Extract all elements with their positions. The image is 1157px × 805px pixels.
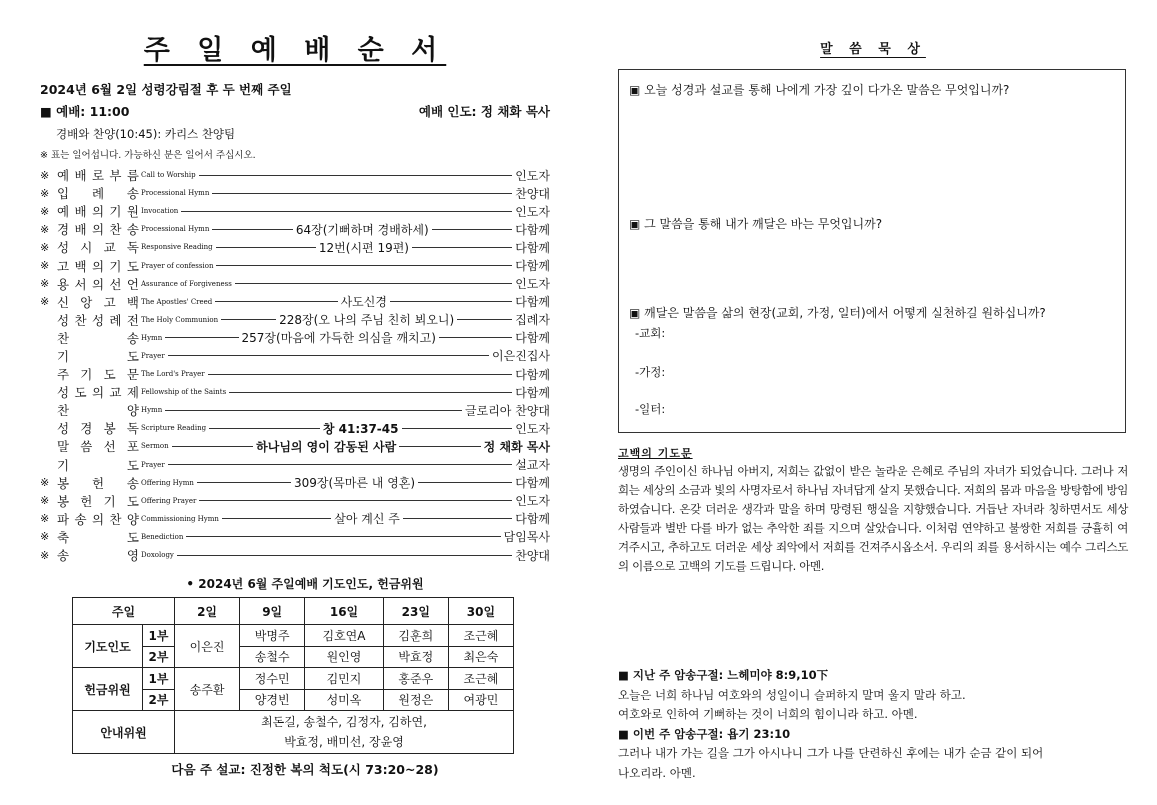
- name-char: 성: [91, 312, 105, 328]
- order-row: [40, 528, 550, 546]
- table-row: [73, 598, 514, 625]
- order-row: [40, 510, 550, 528]
- name-char: 예: [57, 204, 70, 220]
- name-char: 의: [91, 222, 105, 238]
- order-item-name: [57, 347, 139, 365]
- standing-mark: ※: [40, 204, 50, 218]
- table-cell: 1부: [143, 668, 175, 690]
- leader-line: [177, 555, 512, 556]
- table-cell: 여광민: [448, 689, 513, 711]
- name-char: 입: [57, 186, 70, 202]
- guide-line: 최돈길, 송철수, 김정자, 김하연,: [261, 715, 427, 730]
- standing-mark: ※: [40, 530, 50, 544]
- table-cell: 김민지: [305, 668, 384, 690]
- order-item-name: [57, 293, 139, 311]
- table-cell: 1부: [143, 625, 175, 647]
- confession-text: 생명의 주인이신 하나님 아버지, 저희는 값없이 받은 놀라운 은혜로 주님의 자녀가 되었습니다. 그러나 저희는 세상의 소금과 빛의 사명자로서 하나님 자녀답게 살지 못했습니다. 저희의 몸과 마음을 방탕함에 방임하였습니다. 온갖 더러운 생각과 말을 하며 망령된 행실을 지향했습니다. 거듭난 자녀라 칭하면서도 세상 사람들과 별반 다를 바가 없는 추악한 죄를 지으며 살았습니다. 이처럼 연약하고 불쌍한 저희를 긍휼히 여겨주시고, 추하고도 더러운 세상 죄악에서 저희를 건져주시옵소서. 우리의 죄를 용서하시는 예수 그리스도의 이름으로 고백의 기도를 드립니다. 아멘.: [618, 464, 1128, 573]
- order-item-name: [57, 202, 139, 220]
- order-item-content: 창 41:37-45: [322, 421, 399, 436]
- last-week-verse-line: 오늘은 너희 하나님 여호와의 성일이니 슬퍼하지 말며 울지 말라 하고.: [618, 687, 966, 702]
- order-item-english: Hymn: [141, 406, 163, 415]
- name-char: 부: [109, 168, 122, 184]
- order-row: [40, 293, 550, 311]
- table-cell: 이은진: [175, 625, 240, 668]
- name-char: 봉: [57, 493, 70, 509]
- order-row: [40, 437, 550, 455]
- name-char: 의: [91, 204, 105, 220]
- name-char: 문: [126, 367, 139, 383]
- home-field: -가정:: [635, 365, 666, 379]
- name-char: 봉: [57, 475, 70, 491]
- name-char: 파: [57, 511, 70, 527]
- name-char: 말: [57, 439, 70, 455]
- order-item-leader: 담임목사: [503, 530, 550, 545]
- order-row: [40, 474, 550, 492]
- name-char: 의: [91, 258, 105, 274]
- table-header: 9일: [240, 598, 305, 625]
- table-cell: 김훈희: [383, 625, 448, 647]
- table-cell: 조근혜: [448, 668, 513, 690]
- order-list: [40, 166, 550, 564]
- memory-verses: [618, 666, 1138, 783]
- name-char: 성: [57, 312, 70, 328]
- name-char: 배: [74, 204, 87, 220]
- guide-cell: [175, 711, 514, 754]
- question-1: ▣ 오늘 성경과 설교를 통해 나에게 가장 깊이 다가온 말씀은 무엇입니까?: [629, 83, 1010, 97]
- order-item-content: 12번(시편 19편): [318, 240, 409, 255]
- name-char: 송: [126, 222, 139, 238]
- standing-note: ※ 표는 일어섭니다. 가능하신 분은 일어서 주십시오.: [40, 150, 256, 161]
- work-field: -일터:: [635, 402, 666, 416]
- leader-line: [432, 229, 513, 230]
- order-item-leader: 인도자: [515, 421, 550, 436]
- service-info: [40, 102, 550, 120]
- standing-mark: ※: [40, 240, 50, 254]
- name-char: 양: [126, 403, 139, 419]
- order-item-name: [57, 257, 139, 275]
- order-item-leader: 정 채화 목사: [483, 439, 550, 454]
- order-item-english: Commissioning Hymn: [141, 514, 219, 523]
- leader-line: [197, 482, 291, 483]
- order-item-leader: 다함께: [515, 295, 551, 310]
- order-item-leader: 인도자: [515, 494, 550, 509]
- order-item-name: [57, 220, 139, 238]
- name-char: 송: [74, 511, 87, 527]
- order-row: [40, 401, 550, 419]
- order-row: [40, 238, 550, 256]
- leader-line: [235, 283, 512, 284]
- standing-mark: ※: [40, 512, 50, 526]
- order-item-leader: 다함께: [515, 331, 551, 346]
- name-char: 기: [109, 204, 122, 220]
- name-char: 도: [74, 385, 87, 401]
- order-item-english: Benediction: [141, 532, 184, 541]
- order-item-content: 하나님의 영이 감동된 사람: [256, 439, 397, 454]
- service-leader: 예배 인도: 정 채화 목사: [418, 104, 550, 119]
- last-week-heading: ■ 지난 주 암송구절: 느헤미야 8:9,10下: [618, 668, 829, 682]
- name-char: 찬: [57, 330, 70, 346]
- order-row: [40, 492, 550, 510]
- name-char: 백: [74, 258, 87, 274]
- name-char: 선: [109, 276, 122, 292]
- leader-line: [199, 175, 513, 176]
- name-char: 성: [57, 385, 70, 401]
- order-item-english: Assurance of Forgiveness: [141, 279, 232, 288]
- order-item-name: [57, 184, 139, 202]
- leader-line: [212, 229, 293, 230]
- leader-line: [199, 500, 512, 501]
- name-char: 기: [109, 258, 122, 274]
- leader-line: [216, 247, 316, 248]
- order-item-name: [57, 528, 139, 546]
- standing-mark: ※: [40, 259, 50, 273]
- standing-mark: ※: [40, 222, 50, 236]
- order-item-leader: 다함께: [515, 385, 550, 400]
- order-item-name: [57, 419, 139, 437]
- leader-line: [165, 410, 462, 411]
- name-char: 씀: [80, 439, 93, 455]
- order-item-english: Invocation: [141, 207, 179, 216]
- date-line: 2024년 6월 2일 성령강림절 후 두 번째 주일: [40, 82, 292, 97]
- order-item-english: Processional Hymn: [141, 225, 210, 234]
- order-item-leader: 설교자: [515, 458, 550, 473]
- name-char: 찬: [109, 222, 122, 238]
- order-row: [40, 347, 550, 365]
- order-item-leader: 다함께: [515, 240, 551, 255]
- meditation-page: [618, 28, 1128, 576]
- leader-line: [221, 319, 276, 320]
- order-item-leader: 집례자: [515, 313, 550, 328]
- meditation-box: [618, 69, 1126, 433]
- order-item-name: [57, 546, 139, 564]
- order-item-english: The Apostles' Creed: [141, 297, 213, 306]
- name-char: 름: [126, 168, 139, 184]
- table-cell: 김호연A: [305, 625, 384, 647]
- order-of-worship-page: [40, 28, 550, 778]
- order-item-content: 309장(목마른 내 영혼): [294, 476, 416, 491]
- name-char: 봉: [103, 421, 116, 437]
- order-item-leader: 이은진집사: [492, 349, 550, 364]
- table-cell: 박명주: [240, 625, 305, 647]
- order-item-leader: 다함께: [515, 512, 551, 527]
- table-header: 2일: [175, 598, 240, 625]
- name-char: 도: [126, 258, 139, 274]
- name-char: 고: [103, 294, 116, 310]
- name-char: 선: [103, 439, 116, 455]
- standing-mark: ※: [40, 168, 50, 182]
- name-char: 의: [91, 511, 105, 527]
- table-cell: 박효정: [383, 646, 448, 668]
- name-char: 경: [80, 421, 93, 437]
- leader-line: [402, 428, 513, 429]
- name-char: 례: [91, 186, 105, 202]
- leader-line: [412, 247, 512, 248]
- name-char: 축: [57, 529, 70, 545]
- table-cell: 안내위원: [73, 711, 175, 754]
- name-char: 시: [80, 240, 93, 256]
- name-char: 독: [126, 421, 139, 437]
- table-cell: 성미옥: [305, 689, 384, 711]
- table-cell: 기도인도: [73, 625, 143, 668]
- page-title: 주 일 예 배 순 서: [143, 35, 447, 66]
- standing-mark: ※: [40, 186, 50, 200]
- praise-line: 경배와 찬양(10:45): 카리스 찬양팀: [56, 127, 236, 141]
- table-header: 16일: [305, 598, 384, 625]
- name-char: 용: [57, 276, 70, 292]
- name-char: 헌: [91, 475, 105, 491]
- this-week-verse-line: 나오리라. 아멘.: [618, 765, 696, 780]
- order-item-name: [57, 437, 139, 455]
- name-char: 기: [103, 493, 116, 509]
- name-char: 송: [126, 186, 139, 202]
- order-item-leader: 인도자: [515, 168, 550, 183]
- next-sermon: 다음 주 설교: 진정한 복의 척도(시 73:20~28): [171, 762, 439, 778]
- order-item-content: 사도신경: [340, 295, 387, 310]
- order-item-name: [57, 456, 139, 474]
- question-2: ▣ 그 말씀을 통해 내가 깨달은 바는 무엇입니까?: [629, 217, 883, 231]
- name-char: 의: [91, 276, 105, 292]
- order-item-leader: 찬양대: [515, 186, 550, 201]
- order-item-name: [57, 329, 139, 347]
- order-item-english: The Lord's Prayer: [141, 370, 205, 379]
- name-char: 제: [126, 385, 139, 401]
- order-item-english: Responsive Reading: [141, 243, 213, 252]
- order-item-content: 257장(마음에 가득한 의심을 깨치고): [241, 331, 436, 346]
- name-char: 교: [103, 240, 116, 256]
- order-item-name: [57, 510, 139, 528]
- name-char: 송: [57, 548, 70, 564]
- this-week-heading: ■ 이번 주 암송구절: 욥기 23:10: [618, 726, 791, 741]
- church-field: -교회:: [635, 326, 666, 340]
- name-char: 헌: [80, 493, 93, 509]
- table-cell: 송철수: [240, 646, 305, 668]
- order-row: [40, 383, 550, 401]
- name-char: 배: [74, 222, 87, 238]
- leader-line: [457, 319, 512, 320]
- table-header: 30일: [448, 598, 513, 625]
- order-item-english: Prayer of confession: [141, 261, 214, 270]
- question-3: ▣ 깨달은 말씀을 삶의 현장(교회, 가정, 일터)에서 어떻게 실천하길 원하십니까?: [629, 306, 1046, 320]
- order-item-english: Call to Worship: [141, 171, 196, 180]
- order-item-name: [57, 311, 139, 329]
- table-row: [73, 625, 514, 647]
- leader-line: [172, 446, 253, 447]
- name-char: 찬: [109, 511, 122, 527]
- service-time: ■ 예배: 11:00: [40, 104, 130, 119]
- order-item-english: Prayer: [141, 460, 165, 469]
- order-item-english: The Holy Communion: [141, 315, 219, 324]
- order-item-name: [57, 492, 139, 510]
- name-char: 양: [126, 511, 139, 527]
- name-char: 례: [109, 312, 122, 328]
- name-char: 예: [57, 168, 70, 184]
- standing-mark: ※: [40, 494, 50, 508]
- order-item-name: [57, 401, 139, 419]
- name-char: 기: [57, 348, 70, 364]
- order-row: [40, 546, 550, 564]
- leader-line: [229, 392, 512, 393]
- name-char: 포: [126, 439, 139, 455]
- name-char: 도: [126, 348, 139, 364]
- name-char: 신: [57, 294, 70, 310]
- order-row: [40, 311, 550, 329]
- name-char: 전: [126, 312, 139, 328]
- order-item-content: 64장(기뻐하며 경배하세): [295, 222, 429, 237]
- leader-line: [209, 428, 320, 429]
- leader-line: [181, 211, 512, 212]
- order-item-leader: 인도자: [515, 277, 550, 292]
- standing-mark: ※: [40, 476, 50, 490]
- table-row: [73, 711, 514, 754]
- order-row: [40, 220, 550, 238]
- leader-line: [390, 301, 512, 302]
- order-item-leader: 다함께: [515, 222, 551, 237]
- order-item-name: [57, 238, 139, 256]
- table-row: [73, 668, 514, 690]
- order-item-content: 살아 계신 주: [334, 512, 400, 527]
- last-week-verse-line: 여호와로 인하여 기뻐하는 것이 너희의 힘이니라 하고. 아멘.: [618, 707, 918, 721]
- order-item-leader: 찬양대: [515, 548, 550, 563]
- name-char: 송: [126, 330, 139, 346]
- table-header: 주일: [73, 598, 175, 625]
- name-char: 도: [126, 529, 139, 545]
- order-item-english: Prayer: [141, 351, 165, 360]
- leader-line: [222, 518, 331, 519]
- name-char: 교: [109, 385, 122, 401]
- order-row: [40, 184, 550, 202]
- table-cell: 송주환: [175, 668, 240, 711]
- order-item-content: 228장(오 나의 주님 친히 뵈오니): [279, 313, 455, 328]
- name-char: 송: [126, 475, 139, 491]
- leader-line: [216, 265, 512, 266]
- order-item-leader: 다함께: [515, 476, 550, 491]
- roster-title: • 2024년 6월 주일예배 기도인도, 헌금위원: [186, 577, 424, 592]
- leader-line: [168, 464, 513, 465]
- standing-mark: ※: [40, 277, 50, 291]
- order-row: [40, 202, 550, 220]
- order-item-leader: 인도자: [515, 204, 550, 219]
- name-char: 영: [126, 548, 139, 564]
- order-item-english: Fellowship of the Saints: [141, 388, 227, 397]
- order-item-name: [57, 275, 139, 293]
- name-char: 기: [80, 367, 93, 383]
- name-char: 도: [126, 457, 139, 473]
- order-row: [40, 456, 550, 474]
- standing-mark: ※: [40, 295, 50, 309]
- table-cell: 양경빈: [240, 689, 305, 711]
- order-item-name: [57, 474, 139, 492]
- order-item-leader: 다함께: [515, 367, 550, 382]
- order-item-english: Scripture Reading: [141, 424, 207, 433]
- order-item-english: Offering Hymn: [141, 478, 194, 487]
- name-char: 의: [91, 385, 105, 401]
- order-item-english: Offering Prayer: [141, 496, 197, 505]
- order-item-leader: 글로리아 찬양대: [465, 403, 550, 418]
- leader-line: [418, 482, 512, 483]
- order-row: [40, 419, 550, 437]
- leader-line: [165, 337, 238, 338]
- table-cell: 홍준우: [383, 668, 448, 690]
- order-item-english: Doxology: [141, 551, 174, 560]
- order-item-name: [57, 166, 139, 184]
- name-char: 성: [57, 240, 70, 256]
- leader-line: [399, 446, 480, 447]
- meditation-title: 말 씀 묵 상: [820, 42, 926, 57]
- order-item-name: [57, 365, 139, 383]
- name-char: 독: [126, 240, 139, 256]
- name-char: 도: [103, 367, 116, 383]
- table-cell: 2부: [143, 689, 175, 711]
- order-row: [40, 365, 550, 383]
- order-row: [40, 329, 550, 347]
- name-char: 백: [126, 294, 139, 310]
- table-cell: 원정은: [383, 689, 448, 711]
- confession-title: 고백의 기도문: [618, 447, 693, 460]
- order-item-english: Hymn: [141, 333, 163, 342]
- order-row: [40, 166, 550, 184]
- order-item-english: Sermon: [141, 442, 169, 451]
- standing-mark: ※: [40, 548, 50, 562]
- leader-line: [439, 337, 512, 338]
- name-char: 성: [57, 421, 70, 437]
- leader-line: [168, 355, 489, 356]
- name-char: 기: [57, 457, 70, 473]
- roster-table: [72, 597, 514, 754]
- leader-line: [215, 301, 337, 302]
- order-item-english: Processional Hymn: [141, 189, 210, 198]
- table-cell: 조근혜: [448, 625, 513, 647]
- leader-line: [212, 193, 512, 194]
- name-char: 언: [126, 276, 139, 292]
- table-cell: 최은숙: [448, 646, 513, 668]
- name-char: 주: [57, 367, 70, 383]
- this-week-verse-line: 그러나 내가 가는 길을 그가 아시나니 그가 나를 단련하신 후에는 내가 순금 같이 되어: [618, 746, 1044, 760]
- name-char: 도: [126, 493, 139, 509]
- table-cell: 원인영: [305, 646, 384, 668]
- leader-line: [208, 374, 513, 375]
- order-row: [40, 256, 550, 274]
- table-header: 23일: [383, 598, 448, 625]
- table-cell: 헌금위원: [73, 668, 143, 711]
- name-char: 찬: [57, 403, 70, 419]
- leader-line: [403, 518, 512, 519]
- name-char: 로: [91, 168, 105, 184]
- leader-line: [186, 536, 500, 537]
- table-cell: 정수민: [240, 668, 305, 690]
- name-char: 서: [74, 276, 87, 292]
- order-item-name: [57, 383, 139, 401]
- guide-line: 박효정, 배미선, 장윤영: [284, 735, 404, 750]
- order-item-leader: 다함께: [515, 259, 550, 274]
- order-row: [40, 275, 550, 293]
- name-char: 경: [57, 222, 70, 238]
- name-char: 배: [74, 168, 87, 184]
- table-cell: 2부: [143, 646, 175, 668]
- name-char: 고: [57, 258, 70, 274]
- name-char: 앙: [80, 294, 93, 310]
- name-char: 원: [126, 204, 139, 220]
- name-char: 찬: [74, 312, 87, 328]
